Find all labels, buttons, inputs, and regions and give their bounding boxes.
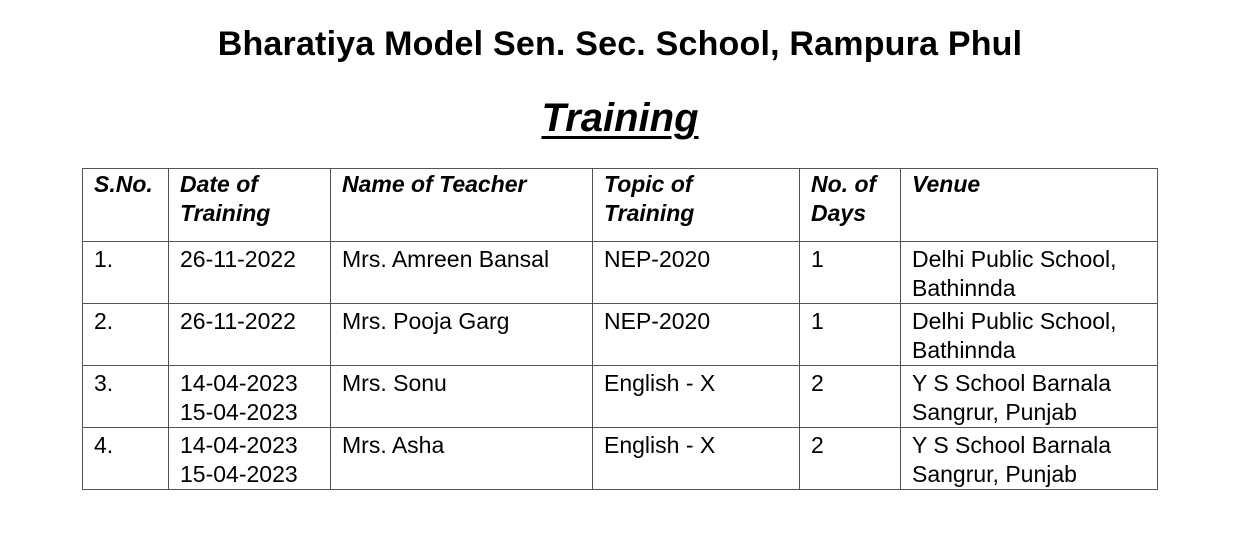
cell-teacher: Mrs. Asha (331, 428, 593, 490)
cell-teacher: Mrs. Pooja Garg (331, 304, 593, 366)
cell-teacher: Mrs. Sonu (331, 366, 593, 428)
cell-venue (901, 366, 1158, 428)
cell-sno: 4. (83, 428, 169, 490)
header-line: Date of (180, 171, 258, 197)
cell-topic: English - X (593, 428, 800, 490)
cell-sno: 3. (83, 366, 169, 428)
venue-line: Y S School Barnala (912, 432, 1112, 458)
cell-venue (901, 428, 1158, 490)
page-title: Bharatiya Model Sen. Sec. School, Rampura Phul (217, 25, 1023, 63)
cell-date (169, 242, 331, 304)
cell-teacher: Mrs. Amreen Bansal (331, 242, 593, 304)
header-line: Venue (912, 171, 981, 197)
header-line: S.No. (94, 171, 153, 197)
venue-line: Sangrur, Punjab (912, 398, 1077, 425)
header-venue (901, 169, 1158, 242)
venue-line: Delhi Public School, (912, 246, 1117, 272)
header-sno (83, 169, 169, 242)
table-header-row (83, 169, 1158, 242)
cell-topic: NEP-2020 (593, 304, 800, 366)
venue-line: Y S School Barnala (912, 370, 1112, 396)
cell-days: 1 (800, 304, 901, 366)
cell-topic: English - X (593, 366, 800, 428)
date-line: 14-04-2023 (180, 370, 298, 396)
cell-days: 2 (800, 366, 901, 428)
header-line: Days (811, 199, 866, 226)
header-line: Training (180, 199, 271, 226)
venue-line: Bathinnda (912, 274, 1016, 301)
venue-line: Delhi Public School, (912, 308, 1117, 334)
header-line: No. of (811, 171, 877, 197)
table-row (83, 366, 1158, 428)
table-row (83, 428, 1158, 490)
cell-days: 2 (800, 428, 901, 490)
cell-date (169, 428, 331, 490)
cell-sno: 2. (83, 304, 169, 366)
table-row (83, 242, 1158, 304)
header-teacher (331, 169, 593, 242)
header-line: Name of Teacher (342, 171, 527, 197)
date-line: 26-11-2022 (180, 308, 296, 334)
cell-date (169, 304, 331, 366)
training-table (82, 168, 1158, 490)
cell-venue (901, 304, 1158, 366)
cell-topic: NEP-2020 (593, 242, 800, 304)
date-line: 15-04-2023 (180, 460, 298, 487)
header-line: Training (604, 199, 695, 226)
cell-venue (901, 242, 1158, 304)
header-days (800, 169, 901, 242)
venue-line: Bathinnda (912, 336, 1016, 363)
cell-sno: 1. (83, 242, 169, 304)
cell-date (169, 366, 331, 428)
cell-days: 1 (800, 242, 901, 304)
date-line: 26-11-2022 (180, 246, 296, 272)
header-line: Topic of (604, 171, 693, 197)
section-title: Training (541, 96, 699, 140)
header-date (169, 169, 331, 242)
date-line: 15-04-2023 (180, 398, 298, 425)
venue-line: Sangrur, Punjab (912, 460, 1077, 487)
table-row (83, 304, 1158, 366)
header-topic (593, 169, 800, 242)
date-line: 14-04-2023 (180, 432, 298, 458)
